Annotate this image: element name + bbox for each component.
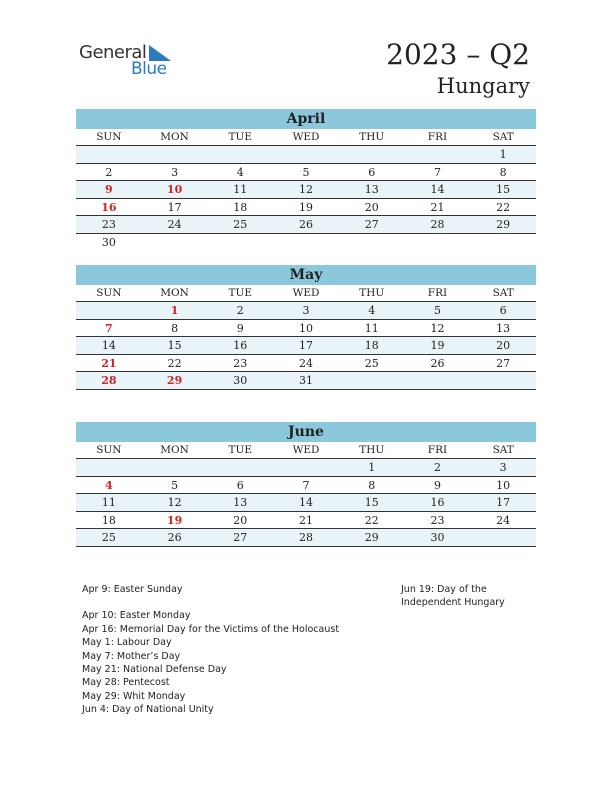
day-cell: 16 [233,339,248,352]
day-cell: 11 [101,496,116,509]
day-cell: 1 [499,148,507,161]
day-cell: 30 [430,531,445,544]
weekday-label: FRI [427,287,448,299]
day-cell: 31 [299,374,314,387]
day-cell: 23 [233,356,248,370]
day-cell: 8 [368,478,376,492]
empty-day-cell [76,302,142,319]
holiday-list-right [401,583,541,610]
day-cell: 18 [101,513,116,527]
weekday-label: WED [292,287,320,299]
week-row [76,146,536,164]
holiday-entry: Apr 9: Easter Sunday [82,584,183,595]
week-row [76,234,536,252]
day-cell: 25 [364,356,379,370]
day-cell: 3 [171,165,179,179]
day-cell: 27 [364,218,379,231]
day-cell: 2 [105,165,113,179]
day-cell: 5 [302,165,310,179]
weekday-label: MON [160,131,189,143]
day-cell: 4 [236,165,244,179]
empty-day-cell [470,372,536,389]
empty-day-cell [142,234,208,252]
generalblue-logo [79,42,189,82]
week-row [76,164,536,182]
logo-general-text: General [79,42,147,63]
day-cell: 7 [433,165,441,179]
day-cell: 22 [496,200,511,214]
day-cell: 24 [167,218,182,231]
weekday-label: MON [160,444,189,456]
day-cell: 17 [496,496,511,509]
logo-blue-text: Blue [131,59,167,79]
weekday-label: SAT [492,444,514,456]
week-row [76,199,536,217]
day-cell: 6 [499,304,507,317]
day-cell: 13 [496,321,511,335]
empty-day-cell [207,459,273,476]
day-cell: 19 [299,200,314,214]
empty-day-cell [339,234,405,252]
day-cell: 4 [368,304,376,317]
day-cell: 1 [170,304,179,317]
day-cell: 11 [364,321,379,335]
empty-day-cell [142,146,208,163]
day-cell: 5 [433,304,441,317]
day-cell: 28 [299,531,314,544]
day-cell: 25 [101,531,116,544]
week-row [76,512,536,530]
weekday-label: FRI [427,131,448,143]
holiday-entry: May 1: Labour Day [82,637,172,649]
day-cell: 14 [430,183,445,196]
weekday-label: MON [160,287,189,299]
empty-day-cell [405,372,471,389]
day-cell: 13 [364,183,379,196]
day-cell: 17 [299,339,314,352]
country-name: Hungary [436,74,530,98]
day-cell: 6 [236,478,244,492]
empty-day-cell [207,146,273,163]
day-cell: 2 [433,461,441,474]
day-cell: 24 [299,356,314,370]
empty-day-cell [405,234,471,252]
holiday-list-left [82,583,339,717]
day-cell: 13 [233,496,248,509]
weekday-row [76,129,536,146]
holiday-entry: Jun 4: Day of National Unity [82,704,214,716]
day-cell: 29 [166,374,183,387]
day-cell: 22 [364,513,379,527]
day-cell: 23 [430,513,445,527]
day-cell: 20 [364,200,379,214]
month-header: May [76,265,536,285]
month-calendar-may [76,265,536,390]
day-cell: 26 [167,531,182,544]
page-title: 2023 – Q2 [386,38,530,71]
day-cell: 7 [302,478,310,492]
day-cell: 26 [299,218,314,231]
weekday-label: SUN [96,444,122,456]
day-cell: 25 [233,218,248,231]
empty-day-cell [273,146,339,163]
week-row [76,494,536,512]
holiday-entry: May 29: Whit Monday [82,690,186,702]
weekday-label: WED [292,444,320,456]
week-row [76,302,536,320]
day-cell: 3 [302,304,310,317]
empty-day-cell [207,234,273,252]
day-cell: 30 [101,235,116,249]
empty-day-cell [470,234,536,252]
weekday-label: FRI [427,444,448,456]
holiday-entry: May 7: Mother’s Day [82,650,181,662]
empty-day-cell [470,529,536,546]
day-cell: 30 [233,374,248,387]
day-cell: 4 [105,478,113,492]
empty-day-cell [339,146,405,163]
day-cell: 8 [171,321,179,335]
day-cell: 23 [101,218,116,231]
weekday-label: SAT [492,131,514,143]
week-row [76,355,536,373]
week-row [76,477,536,495]
empty-day-cell [273,459,339,476]
day-cell: 17 [167,200,182,214]
day-cell: 14 [299,496,314,509]
week-row [76,529,536,547]
day-cell: 21 [101,356,117,370]
day-cell: 27 [496,356,511,370]
weekday-label: TUE [228,287,253,299]
empty-day-cell [273,234,339,252]
weekday-label: SUN [96,131,122,143]
day-cell: 7 [105,321,113,335]
week-row [76,216,536,234]
weekday-label: TUE [228,444,253,456]
day-cell: 9 [236,321,244,335]
holiday-entry: Jun 19: Day of the Independent Hungary [401,584,505,609]
empty-day-cell [76,146,142,163]
day-cell: 22 [167,356,182,370]
day-cell: 20 [233,513,248,527]
day-cell: 21 [299,513,314,527]
day-cell: 10 [299,321,314,335]
holiday-entry: May 21: National Defense Day [82,663,227,675]
week-row [76,320,536,338]
day-cell: 11 [233,183,248,196]
empty-day-cell [339,372,405,389]
day-cell: 9 [105,183,113,196]
day-cell: 15 [167,339,182,352]
holiday-entry: May 28: Pentecost [82,677,170,689]
day-cell: 29 [364,531,379,544]
day-cell: 12 [299,183,314,196]
day-cell: 5 [171,478,179,492]
day-cell: 29 [496,218,511,231]
weekday-label: SAT [492,287,514,299]
day-cell: 21 [430,200,445,214]
holiday-entry: Apr 10: Easter Monday [82,610,191,622]
week-row [76,337,536,355]
day-cell: 20 [496,339,511,352]
month-calendar-june [76,422,536,547]
month-header: June [76,422,536,442]
day-cell: 6 [368,165,376,179]
weekday-label: THU [359,287,385,299]
week-row [76,459,536,477]
empty-day-cell [76,459,142,476]
weekday-label: SUN [96,287,122,299]
day-cell: 18 [233,200,248,214]
day-cell: 15 [364,496,379,509]
day-cell: 1 [368,461,376,474]
day-cell: 18 [364,339,379,352]
day-cell: 2 [236,304,244,317]
day-cell: 24 [496,513,511,527]
day-cell: 9 [433,478,441,492]
weekday-label: WED [292,131,320,143]
month-calendar-april [76,109,536,251]
day-cell: 10 [166,183,183,196]
month-header: April [76,109,536,129]
week-row [76,372,536,390]
day-cell: 16 [430,496,445,509]
day-cell: 27 [233,531,248,544]
weekday-label: THU [359,131,385,143]
day-cell: 8 [499,165,507,179]
day-cell: 3 [499,461,507,474]
weekday-row [76,442,536,459]
weekday-row [76,285,536,302]
day-cell: 10 [496,478,511,492]
holiday-entry: Apr 16: Memorial Day for the Victims of the Holocaust [82,623,340,635]
day-cell: 12 [167,496,182,509]
day-cell: 19 [430,339,445,352]
day-cell: 28 [430,218,445,231]
day-cell: 14 [101,339,116,352]
day-cell: 19 [166,513,183,527]
day-cell: 15 [496,183,511,196]
empty-day-cell [142,459,208,476]
empty-day-cell [405,146,471,163]
day-cell: 12 [430,321,445,335]
day-cell: 16 [101,200,117,214]
day-cell: 28 [101,374,117,387]
week-row [76,181,536,199]
weekday-label: THU [359,444,385,456]
day-cell: 26 [430,356,445,370]
weekday-label: TUE [228,131,253,143]
